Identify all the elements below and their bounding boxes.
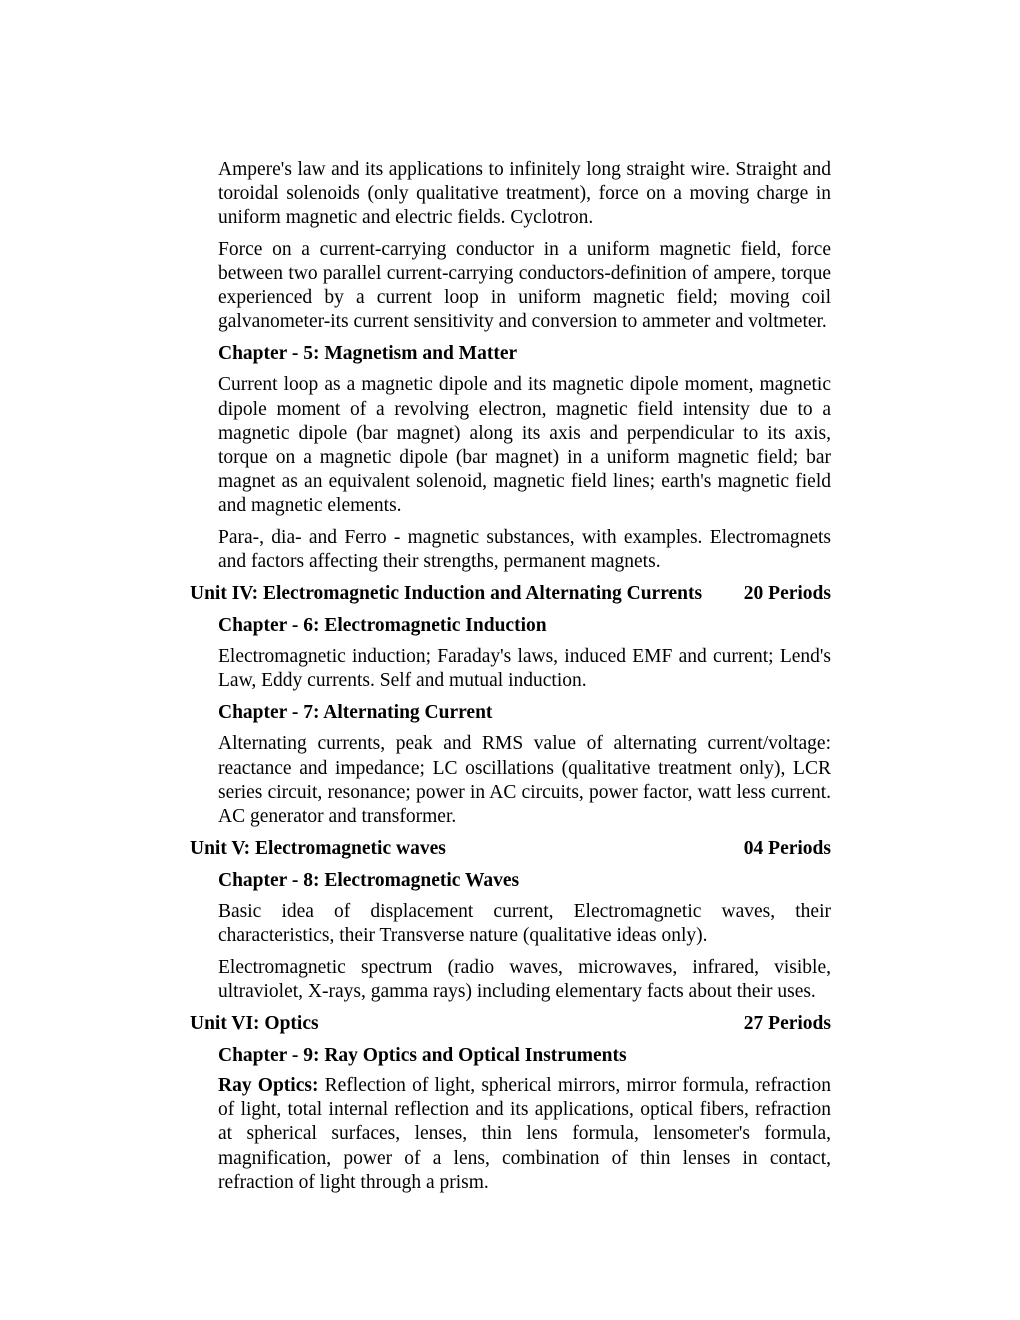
paragraph-electromagnetic-spectrum: Electromagnetic spectrum (radio waves, microwaves, infrared, visible, ultraviolet, X-rays, gamma rays) including elementary facts about their uses. xyxy=(218,956,831,1002)
paragraph-electromagnetic-induction: Electromagnetic induction; Faraday's laws, induced EMF and current; Lend's Law, Eddy currents. Self and mutual induction. xyxy=(218,646,831,692)
unit-6-heading xyxy=(190,1012,831,1036)
chapter-7-heading: Chapter - 7: Alternating Current xyxy=(218,702,493,724)
paragraph-ampere-law: Ampere's law and its applications to infinitely long straight wire. Straight and toroidal solenoids (only qualitative treatment), force on a moving charge in uniform magnetic and electric fields. Cyclotron. xyxy=(218,159,831,229)
chapter-6-heading: Chapter - 6: Electromagnetic Induction xyxy=(218,615,547,637)
chapter-8-heading: Chapter - 8: Electromagnetic Waves xyxy=(218,870,520,892)
unit-4-title: Unit IV: Electromagnetic Induction and Alternating Currents xyxy=(190,583,703,605)
unit-6-periods: 27 Periods xyxy=(743,1013,831,1035)
chapter-9-heading: Chapter - 9: Ray Optics and Optical Instruments xyxy=(218,1045,627,1067)
unit-5-heading xyxy=(190,837,831,861)
unit-4-periods: 20 Periods xyxy=(743,583,831,605)
unit-4-heading xyxy=(190,582,831,606)
paragraph-para-dia-ferro: Para-, dia- and Ferro - magnetic substances, with examples. Electromagnets and factors affecting their strengths, permanent magnets. xyxy=(218,526,831,572)
ray-optics-label: Ray Optics: xyxy=(218,1075,319,1097)
unit-5-periods: 04 Periods xyxy=(743,838,831,860)
chapter-5-heading: Chapter - 5: Magnetism and Matter xyxy=(218,343,518,365)
page-content xyxy=(190,158,831,1195)
paragraph-displacement-current: Basic idea of displacement current, Electromagnetic waves, their characteristics, their Transverse nature (qualitative ideas only). xyxy=(218,901,831,947)
unit-5-title: Unit V: Electromagnetic waves xyxy=(190,838,446,860)
unit-6-title: Unit VI: Optics xyxy=(190,1013,319,1035)
ray-optics-text: Reflection of light, spherical mirrors, mirror formula, refraction of light, total internal reflection and its applications, optical fibers, refraction at spherical surfaces, lenses, thin lens formula, lensometer's formula, magnification, power of a lens, combination of thin lenses in contact, refraction of light through a prism. xyxy=(218,1075,831,1193)
paragraph-alternating-current: Alternating currents, peak and RMS value of alternating current/voltage: reactance and impedance; LC oscillations (qualitative treatment only), LCR series circuit, resonance; power in AC circuits, power factor, watt less current. AC generator and transformer. xyxy=(218,733,831,828)
paragraph-force-on-conductor: Force on a current-carrying conductor in a uniform magnetic field, force between two parallel current-carrying conductors-definition of ampere, torque experienced by a current loop in uniform magnetic field; moving coil galvanometer-its current sensitivity and conversion to ammeter and voltmeter. xyxy=(218,238,831,333)
paragraph-ray-optics xyxy=(218,1074,831,1195)
paragraph-current-loop-dipole: Current loop as a magnetic dipole and its magnetic dipole moment, magnetic dipole moment of a revolving electron, magnetic field intensity due to a magnetic dipole (bar magnet) along its axis and perpendicular to its axis, torque on a magnetic dipole (bar magnet) in a uniform magnetic field; bar magnet as an equivalent solenoid, magnetic field lines; earth's magnetic field and magnetic elements. xyxy=(218,374,831,517)
